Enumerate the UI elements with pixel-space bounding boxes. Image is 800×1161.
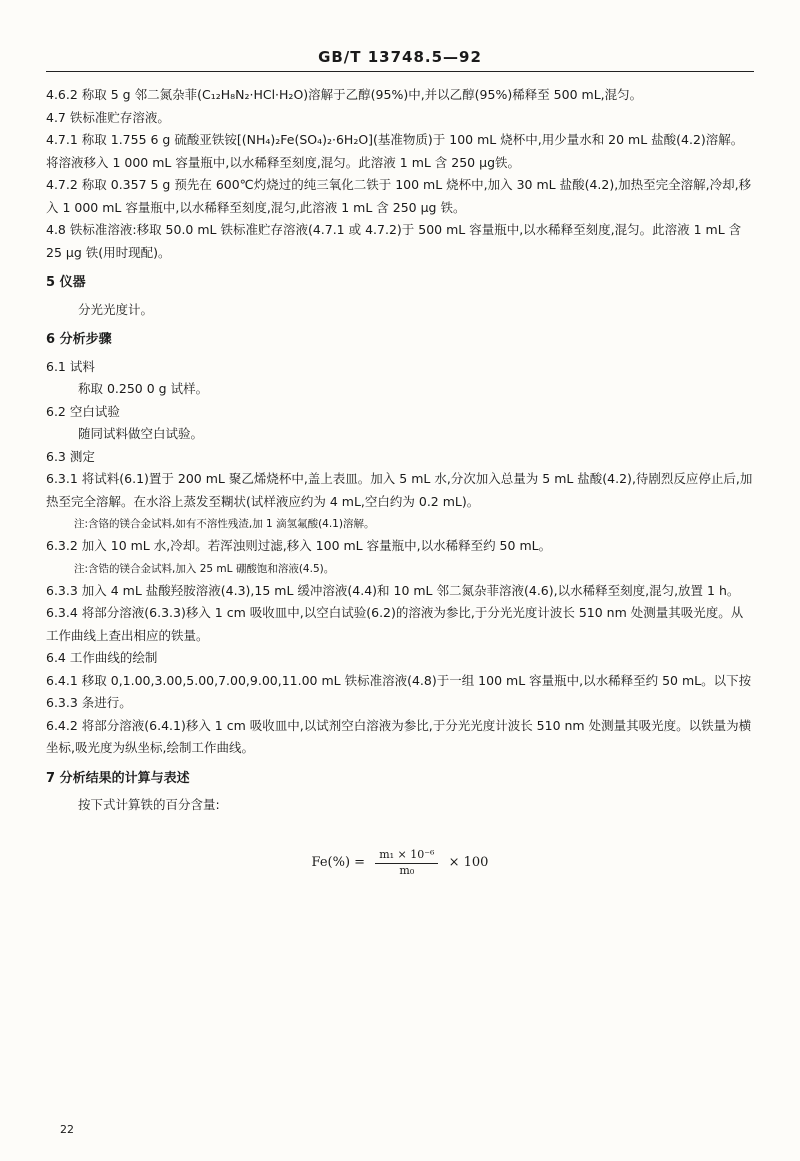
clause-6-3-title: 6.3 测定 (46, 448, 95, 464)
formula-fraction (375, 847, 438, 878)
clause-6-3-2: 6.3.2 加入 10 mL 水,冷却。若浑浊则过滤,移入 100 mL 容量瓶中,以水稀释至约 50 mL。 (46, 538, 552, 553)
section-5-body: 分光光度计。 (78, 301, 154, 317)
clause-4-6-2: 4.6.2 称取 5 g 邻二氮杂菲(C₁₂H₈N₂·HCl·H₂O)溶解于乙醇(95%)中,并以乙醇(95%)稀释至 500 mL,混匀。 (46, 87, 643, 102)
clause-6-3-3: 6.3.3 加入 4 mL 盐酸羟胺溶液(4.3),15 mL 缓冲溶液(4.4)和 10 mL 邻二氮杂菲溶液(4.6),以水稀释至刻度,混匀,放置 1 h。 (46, 582, 740, 598)
clause-6-4-1: 6.4.1 移取 0,1.00,3.00,5.00,7.00,9.00,11.00 mL 铁标准溶液(4.8)于一组 100 mL 容量瓶中,以水稀释至约 50 mL。以下按 6.3.3 条进行。 (46, 672, 752, 710)
clause-6-1-body: 称取 0.250 0 g 试样。 (78, 381, 209, 396)
note-1: 注:含铬的镁合金试料,如有不溶性残渣,加 1 滴氢氟酸(4.1)溶解。 (74, 518, 375, 530)
formula-left: Fe(%) = (311, 854, 366, 870)
section-7-intro: 按下式计算铁的百分含量: (78, 797, 220, 812)
section-6-title: 6 分析步骤 (46, 332, 112, 347)
clause-6-4-2: 6.4.2 将部分溶液(6.4.1)移入 1 cm 吸收皿中,以试剂空白溶液为参比,于分光光度计波长 510 nm 处测量其吸光度。以铁量为横坐标,吸光度为纵坐标,绘制工作曲线。 (46, 717, 752, 755)
header-rule (46, 71, 754, 72)
formula-numerator: m₁ × 10⁻⁶ (375, 847, 438, 864)
clause-4-7-2: 4.7.2 称取 0.357 5 g 预先在 600℃灼烧过的纯三氧化二铁于 100 mL 烧杯中,加入 30 mL 盐酸(4.2),加热至完全溶解,冷却,移入 1 000 mL 容量瓶中,以水稀释至刻度,混匀,此溶液 1 mL 含 250 μg 铁。 (46, 177, 752, 215)
document-body (46, 84, 754, 878)
clause-4-7-1: 4.7.1 称取 1.755 6 g 硫酸亚铁铵[(NH₄)₂Fe(SO₄)₂·6H₂O](基准物质)于 100 mL 烧杯中,用少量水和 20 mL 盐酸(4.2)溶解。将溶液移入 1 000 mL 容量瓶中,以水稀释至刻度,混匀。此溶液 1 mL 含 250 μg铁。 (46, 132, 744, 170)
formula-denominator: m₀ (399, 863, 415, 877)
section-7-title: 7 分析结果的计算与表述 (46, 770, 190, 786)
clause-6-3-1: 6.3.1 将试料(6.1)置于 200 mL 聚乙烯烧杯中,盖上表皿。加入 5 mL 水,分次加入总量为 5 mL 盐酸(4.2),待剧烈反应停止后,加热至完全溶解。在水浴上蒸发至糊状(试样液应约为 4 mL,空白约为 0.2 mL)。 (46, 471, 753, 509)
clause-6-4-title: 6.4 工作曲线的绘制 (46, 650, 158, 665)
clause-6-2-title: 6.2 空白试验 (46, 403, 120, 419)
clause-4-7: 4.7 铁标准贮存溶液。 (46, 109, 170, 125)
clause-6-1-title: 6.1 试料 (46, 358, 95, 374)
note-2: 注:含锆的镁合金试料,加入 25 mL 硼酸饱和溶液(4.5)。 (74, 562, 335, 575)
clause-6-3-4: 6.3.4 将部分溶液(6.3.3)移入 1 cm 吸收皿中,以空白试验(6.2)的溶液为参比,于分光光度计波长 510 nm 处测量其吸光度。从工作曲线上查出相应的铁量。 (46, 605, 744, 643)
iron-formula (46, 847, 754, 878)
clause-4-8: 4.8 铁标准溶液:移取 50.0 mL 铁标准贮存溶液(4.7.1 或 4.7.2)于 500 mL 容量瓶中,以水稀释至刻度,混匀。此溶液 1 mL 含 25 μg 铁(用时现配)。 (46, 222, 742, 260)
formula-right: × 100 (448, 854, 489, 870)
section-5-title: 5 仪器 (46, 275, 86, 290)
page-number: 22 (60, 1123, 74, 1136)
clause-6-2-body: 随同试料做空白试验。 (78, 426, 204, 441)
page-header: GB/T 13748.5—92 (318, 48, 482, 66)
